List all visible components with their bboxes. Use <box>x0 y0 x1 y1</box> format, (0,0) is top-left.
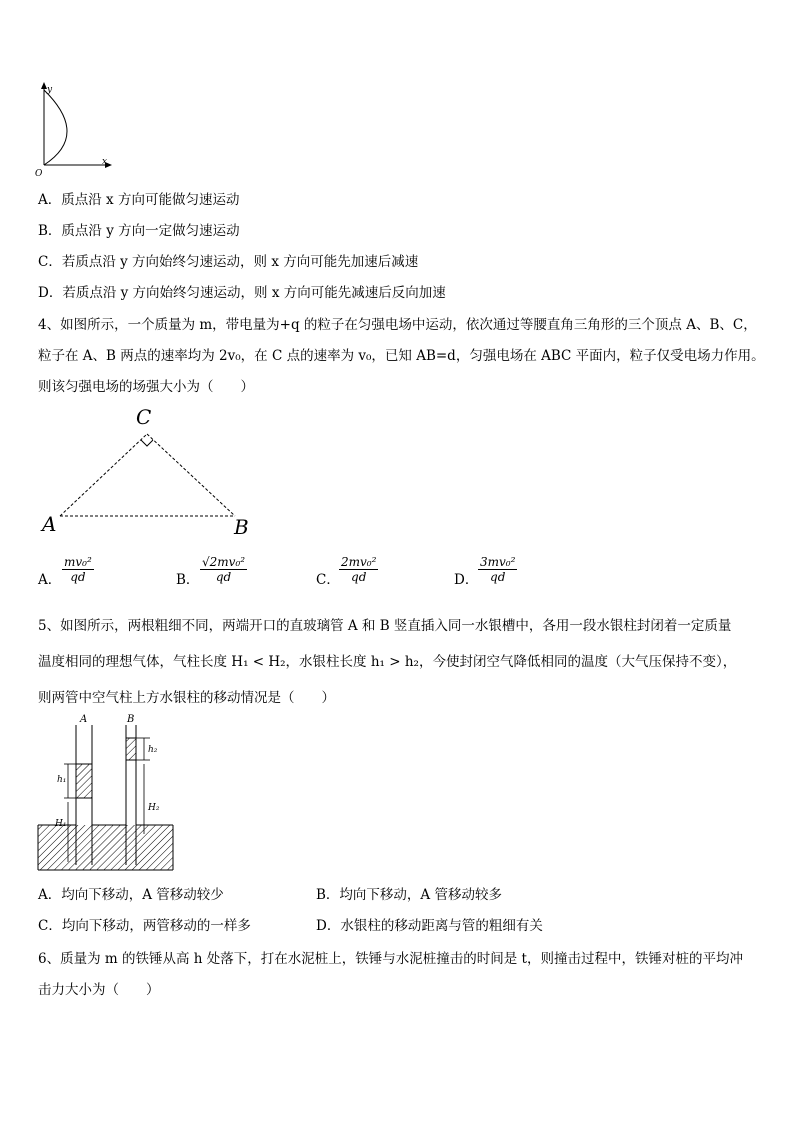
q4-stem-line1: 4、如图所示，一个质量为 m，带电量为+q 的粒子在匀强电场中运动，依次通过等腰直角三角形的三个顶点 A、B、C， <box>38 317 757 333</box>
q6-stem-line2: 击力大小为（ ） <box>38 982 160 998</box>
q3-option-a: A．质点沿 x 方向可能做匀速运动 <box>38 192 240 208</box>
q3-option-d: D．若质点沿 y 方向始终匀速运动，则 x 方向可能先减速后反向加速 <box>38 285 446 301</box>
q3-curve <box>44 90 67 165</box>
q4-option-d-numerator: 3mv₀² <box>480 555 516 569</box>
q5-label-h1: h₁ <box>57 775 67 785</box>
q4-option-a-letter: A． <box>38 572 62 588</box>
q4-option-a-numerator: mv₀² <box>64 555 92 569</box>
q5-label-b: B <box>127 714 135 725</box>
q5-option-b: B．均向下移动，A 管移动较多 <box>316 887 502 903</box>
q5-label-H2: H₂ <box>148 803 160 813</box>
q3-option-b: B．质点沿 y 方向一定做匀速运动 <box>38 223 240 239</box>
q4-option-d-denominator: qd <box>490 570 506 584</box>
q5-stem-line2: 温度相同的理想气体，气柱长度 H₁ < H₂，水银柱长度 h₁ > h₂，今使封闭空气降低相同的温度（大气压保持不变）， <box>38 654 737 670</box>
q5-option-c: C．均向下移动，两管移动的一样多 <box>38 918 251 934</box>
q4-option-b-denominator: qd <box>215 570 232 584</box>
q4-stem-line2: 粒子在 A、B 两点的速率均为 2v₀，在 C 点的速率为 v₀，已知 AB=d，匀强电场在 ABC 平面内，粒子仅受电场力作用。 <box>38 348 765 364</box>
q4-option-d-fraction <box>478 555 517 584</box>
q5-option-a: A．均向下移动，A 管移动较少 <box>38 887 224 903</box>
q5-stem-line1: 5、如图所示，两根粗细不同，两端开口的直玻璃管 A 和 B 竖直插入同一水银槽中，各用一段水银柱封闭着一定质量 <box>38 618 732 634</box>
q3-option-c: C．若质点沿 y 方向始终匀速运动，则 x 方向可能先加速后减速 <box>38 254 419 270</box>
q5-label-H1: H₁ <box>55 819 67 829</box>
q5-label-h2: h₂ <box>148 745 158 755</box>
q4-option-c-letter: C． <box>316 572 340 588</box>
q4-stem-line3: 则该匀强电场的场强大小为（ ） <box>38 379 254 395</box>
q4-option-b-fraction <box>200 555 247 584</box>
q3-graph <box>30 80 120 180</box>
q5-stem-line3: 则两管中空气柱上方水银柱的移动情况是（ ） <box>38 690 335 706</box>
q4-option-c-fraction <box>339 555 378 584</box>
q4-option-c-numerator: 2mv₀² <box>341 555 377 569</box>
q4-option-c-denominator: qd <box>351 570 367 584</box>
q3-origin-label: O <box>35 169 43 179</box>
q4-label-c: C <box>136 405 152 429</box>
q5-tubes-figure <box>30 710 190 880</box>
q4-label-a: A <box>42 512 57 536</box>
q4-option-a-denominator: qd <box>70 570 86 584</box>
q4-label-b: B <box>234 515 249 539</box>
q6-stem-line1: 6、质量为 m 的铁锤从高 h 处落下，打在水泥桩上，铁锤与水泥桩撞击的时间是 t，则撞击过程中，铁锤对桩的平均冲 <box>38 951 743 967</box>
q5-option-d: D．水银柱的移动距离与管的粗细有关 <box>316 918 543 934</box>
q4-option-d-letter: D． <box>454 572 479 588</box>
q4-option-a-fraction <box>62 555 94 584</box>
q4-option-b-letter: B． <box>176 572 200 588</box>
q3-axis-y-label: y <box>47 85 53 95</box>
q5-label-a: A <box>80 714 88 725</box>
q3-axis-x-label: x <box>102 157 108 167</box>
q4-triangle-figure <box>35 400 265 545</box>
q4-option-b-numerator: √2mv₀² <box>202 555 246 569</box>
